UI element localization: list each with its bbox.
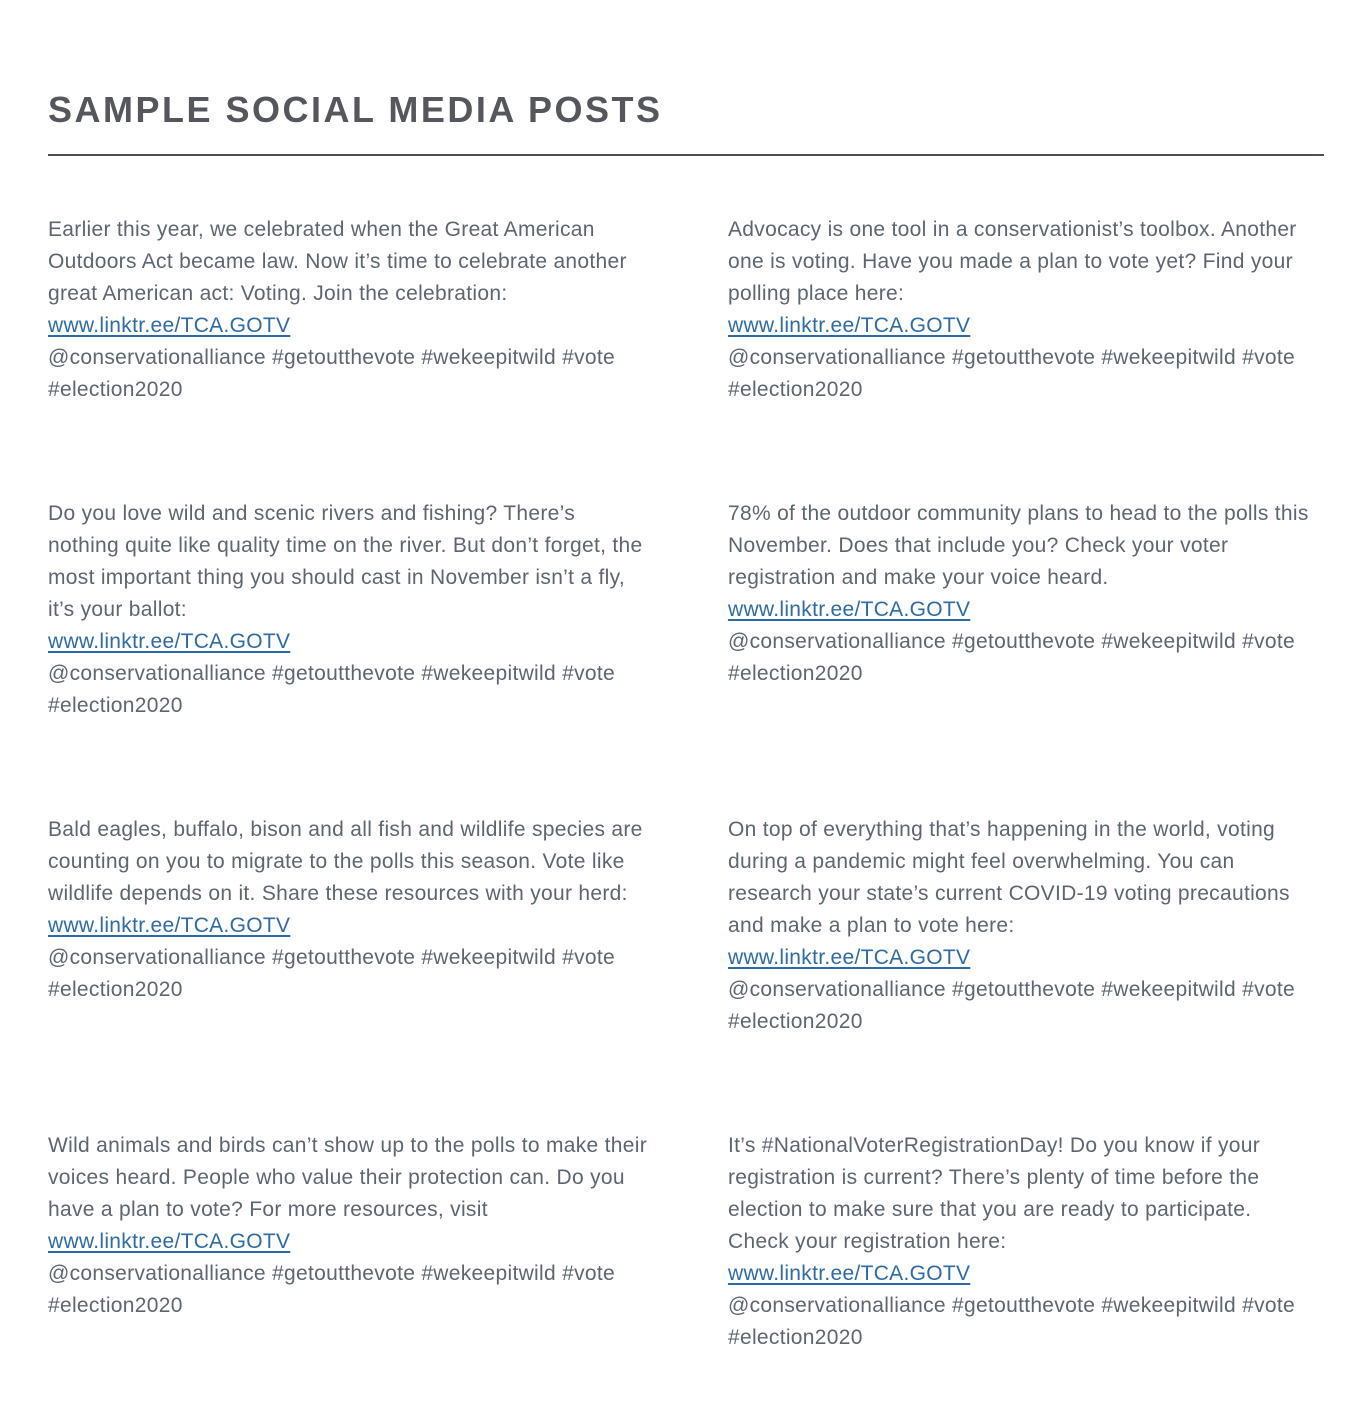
post-link[interactable]: www.linktr.ee/TCA.GOTV bbox=[48, 630, 291, 653]
posts-grid bbox=[48, 214, 1324, 1354]
social-post bbox=[728, 498, 1313, 690]
post-link[interactable]: www.linktr.ee/TCA.GOTV bbox=[728, 314, 971, 337]
post-link[interactable]: www.linktr.ee/TCA.GOTV bbox=[48, 314, 291, 337]
title-divider bbox=[48, 154, 1324, 156]
post-body: Wild animals and birds can’t show up to the polls to make their voices heard. People who value their protection can. Do you have a plan to vote? For more resources, visit bbox=[48, 1134, 648, 1221]
social-post bbox=[728, 814, 1313, 1038]
post-tags: @conservationalliance #getoutthevote #wekeepitwild #vote #election2020 bbox=[728, 630, 1295, 685]
social-post bbox=[48, 498, 648, 722]
post-body: Do you love wild and scenic rivers and fishing? There’s nothing quite like quality time on the river. But don’t forget, the most important thing you should cast in November isn’t a fly, it’s your ballot: bbox=[48, 502, 643, 621]
post-link[interactable]: www.linktr.ee/TCA.GOTV bbox=[728, 598, 971, 621]
post-tags: @conservationalliance #getoutthevote #wekeepitwild #vote #election2020 bbox=[48, 346, 615, 401]
post-link[interactable]: www.linktr.ee/TCA.GOTV bbox=[48, 914, 291, 937]
post-body: On top of everything that’s happening in the world, voting during a pandemic might feel overwhelming. You can research your state’s current COVID-19 voting precautions and make a plan to vote here: bbox=[728, 818, 1290, 937]
post-link[interactable]: www.linktr.ee/TCA.GOTV bbox=[48, 1230, 291, 1253]
post-body: Earlier this year, we celebrated when the Great American Outdoors Act became law. Now it’s time to celebrate another great American act: Voting. Join the celebration: bbox=[48, 218, 627, 305]
social-post bbox=[48, 214, 648, 406]
social-post bbox=[48, 814, 648, 1006]
post-tags: @conservationalliance #getoutthevote #wekeepitwild #vote #election2020 bbox=[48, 662, 615, 717]
post-body: Advocacy is one tool in a conservationist’s toolbox. Another one is voting. Have you made a plan to vote yet? Find your polling place here: bbox=[728, 218, 1297, 305]
post-tags: @conservationalliance #getoutthevote #wekeepitwild #vote #election2020 bbox=[48, 1262, 615, 1317]
social-post bbox=[728, 214, 1313, 406]
post-tags: @conservationalliance #getoutthevote #wekeepitwild #vote #election2020 bbox=[728, 1294, 1295, 1349]
post-tags: @conservationalliance #getoutthevote #wekeepitwild #vote #election2020 bbox=[48, 946, 615, 1001]
post-link[interactable]: www.linktr.ee/TCA.GOTV bbox=[728, 946, 971, 969]
post-tags: @conservationalliance #getoutthevote #wekeepitwild #vote #election2020 bbox=[728, 346, 1295, 401]
post-tags: @conservationalliance #getoutthevote #wekeepitwild #vote #election2020 bbox=[728, 978, 1295, 1033]
post-body: Bald eagles, buffalo, bison and all fish and wildlife species are counting on you to migrate to the polls this season. Vote like wildlife depends on it. Share these resources with your herd: bbox=[48, 818, 643, 905]
post-body: It’s #NationalVoterRegistrationDay! Do you know if your registration is current? There’s plenty of time before the election to make sure that you are ready to participate. Check your registration here: bbox=[728, 1134, 1261, 1253]
post-link[interactable]: www.linktr.ee/TCA.GOTV bbox=[728, 1262, 971, 1285]
post-body: 78% of the outdoor community plans to head to the polls this November. Does that include you? Check your voter registration and make your voice heard. bbox=[728, 502, 1309, 589]
social-post bbox=[728, 1130, 1313, 1354]
page-title: SAMPLE SOCIAL MEDIA POSTS bbox=[48, 89, 663, 130]
social-post bbox=[48, 1130, 648, 1322]
